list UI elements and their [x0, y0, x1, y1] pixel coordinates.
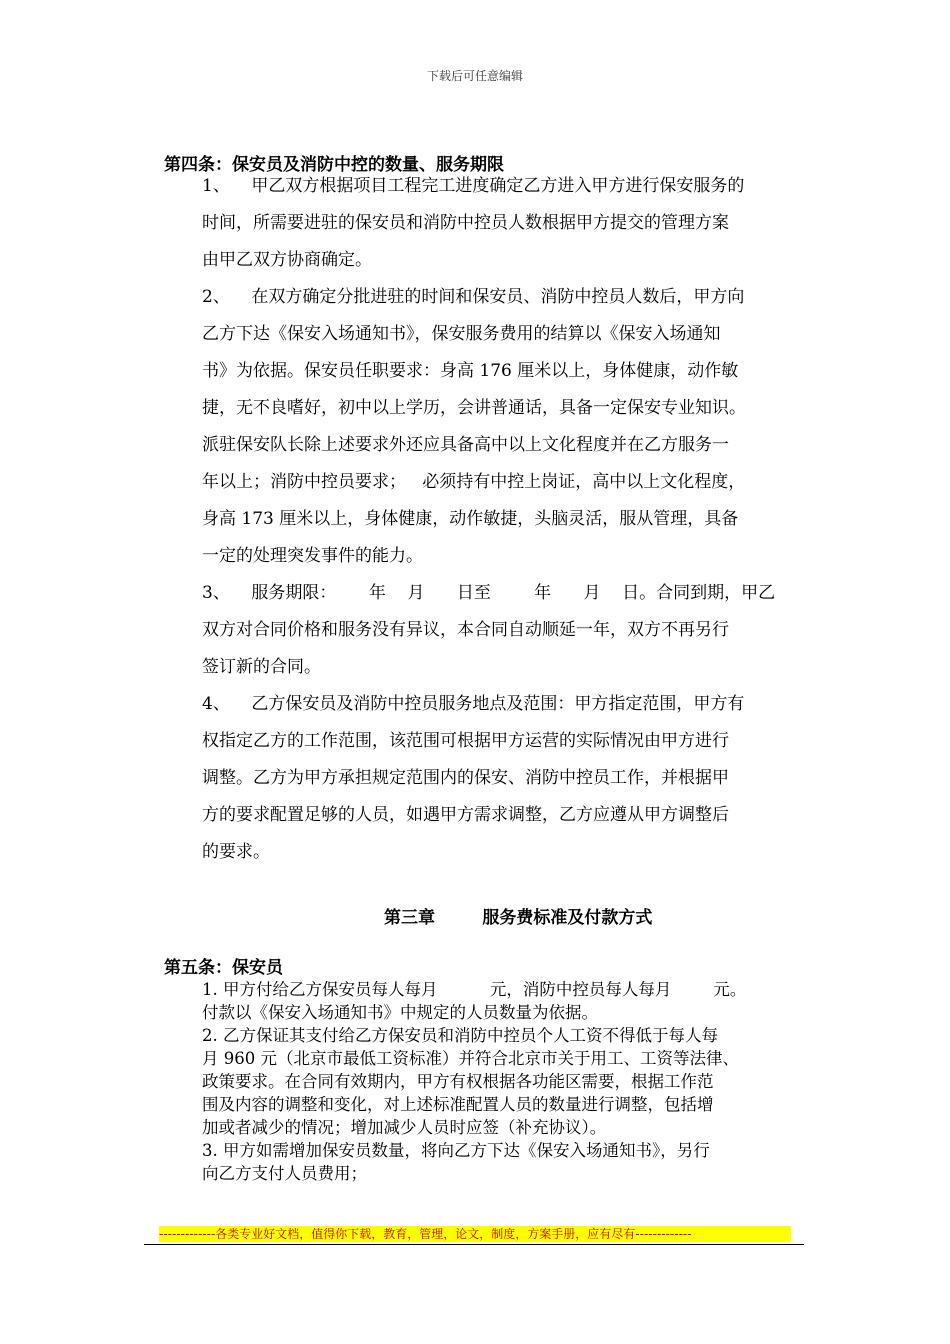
- text-line: 身高 173 厘米以上，身体健康，动作敏捷，头脑灵活，服从管理，具备: [202, 509, 739, 529]
- chapter-3-title: 第三章 服务费标准及付款方式: [384, 908, 653, 928]
- article-4-title: 第四条：保安员及消防中控的数量、服务期限: [164, 155, 504, 175]
- article-5-item-3: [202, 1139, 842, 1185]
- text-line: 付款以《保安入场通知书》中规定的人员数量为依据。: [202, 1003, 598, 1022]
- article-5-title: 第五条：保安员: [164, 958, 283, 978]
- text-line: 派驻保安队长除上述要求外还应具备高中以上文化程度并在乙方服务一: [202, 435, 729, 455]
- article-4-item-1: [202, 168, 842, 279]
- text-line: 2. 乙方保证其支付给乙方保安员和消防中控员个人工资不得低于每人每: [202, 1026, 718, 1045]
- text-line: 权指定乙方的工作范围，该范围可根据甲方运营的实际情况由甲方进行: [202, 731, 729, 751]
- text-line: 月 960 元（北京市最低工资标准）并符合北京市关于用工、工资等法律、: [202, 1049, 739, 1068]
- text-line: 书》为依据。保安员任职要求：身高 176 厘米以上，身体健康，动作敏: [202, 361, 739, 381]
- article-5-item-1: [202, 978, 842, 1024]
- text-line: 时间，所需要进驻的保安员和消防中控员人数根据甲方提交的管理方案: [202, 213, 729, 233]
- text-line: 签订新的合同。: [202, 657, 321, 677]
- text-line: 2、 在双方确定分批进驻的时间和保安员、消防中控员人数后，甲方向: [202, 287, 745, 307]
- text-line: 4、 乙方保安员及消防中控员服务地点及范围：甲方指定范围，甲方有: [202, 694, 745, 714]
- article-4-item-2: [202, 279, 842, 575]
- text-line: 加或者减少的情况；增加减少人员时应签（补充协议）。: [202, 1118, 607, 1137]
- text-line: 的要求。: [202, 842, 270, 862]
- article-5-item-2: [202, 1024, 842, 1139]
- text-line: 围及内容的调整和变化，对上述标准配置人员的数量进行调整，包括增: [202, 1095, 714, 1114]
- text-line: 向乙方支付人员费用；: [202, 1164, 367, 1183]
- footer-text: -------------各类专业好文档，值得你下载，教育，管理，论文，制度，方案手册，应有尽有-------------: [159, 1227, 692, 1241]
- text-line: 1、 甲乙双方根据项目工程完工进度确定乙方进入甲方进行保安服务的: [202, 176, 745, 196]
- text-line: 方的要求配置足够的人员，如遇甲方需求调整，乙方应遵从甲方调整后: [202, 805, 729, 825]
- text-line: 一定的处理突发事件的能力。: [202, 546, 423, 566]
- page-header: 下载后可任意编辑: [426, 69, 523, 83]
- text-line: 政策要求。在合同有效期内，甲方有权根据各功能区需要，根据工作范: [202, 1072, 714, 1091]
- text-line: 3、 服务期限： 年 月 日至 年 月 日。合同到期，甲乙: [202, 583, 776, 603]
- article-4-item-3: [202, 575, 842, 686]
- text-line: 1. 甲方付给乙方保安员每人每月 元，消防中控员每人每月 元。: [202, 980, 747, 999]
- text-line: 由甲乙双方协商确定。: [202, 250, 372, 270]
- text-line: 乙方下达《保安入场通知书》，保安服务费用的结算以《保安入场通知: [202, 324, 721, 344]
- article-4-item-4: [202, 686, 842, 871]
- text-line: 调整。乙方为甲方承担规定范围内的保安、消防中控员工作，并根据甲: [202, 768, 729, 788]
- text-line: 3. 甲方如需增加保安员数量，将向乙方下达《保安入场通知书》，另行: [202, 1141, 710, 1160]
- text-line: 年以上；消防中控员要求； 必须持有中控上岗证，高中以上文化程度，: [202, 472, 746, 492]
- footer-rule: [144, 1244, 804, 1245]
- text-line: 捷，无不良嗜好，初中以上学历，会讲普通话，具备一定保安专业知识。: [202, 398, 746, 418]
- text-line: 双方对合同价格和服务没有异议，本合同自动顺延一年，双方不再另行: [202, 620, 729, 640]
